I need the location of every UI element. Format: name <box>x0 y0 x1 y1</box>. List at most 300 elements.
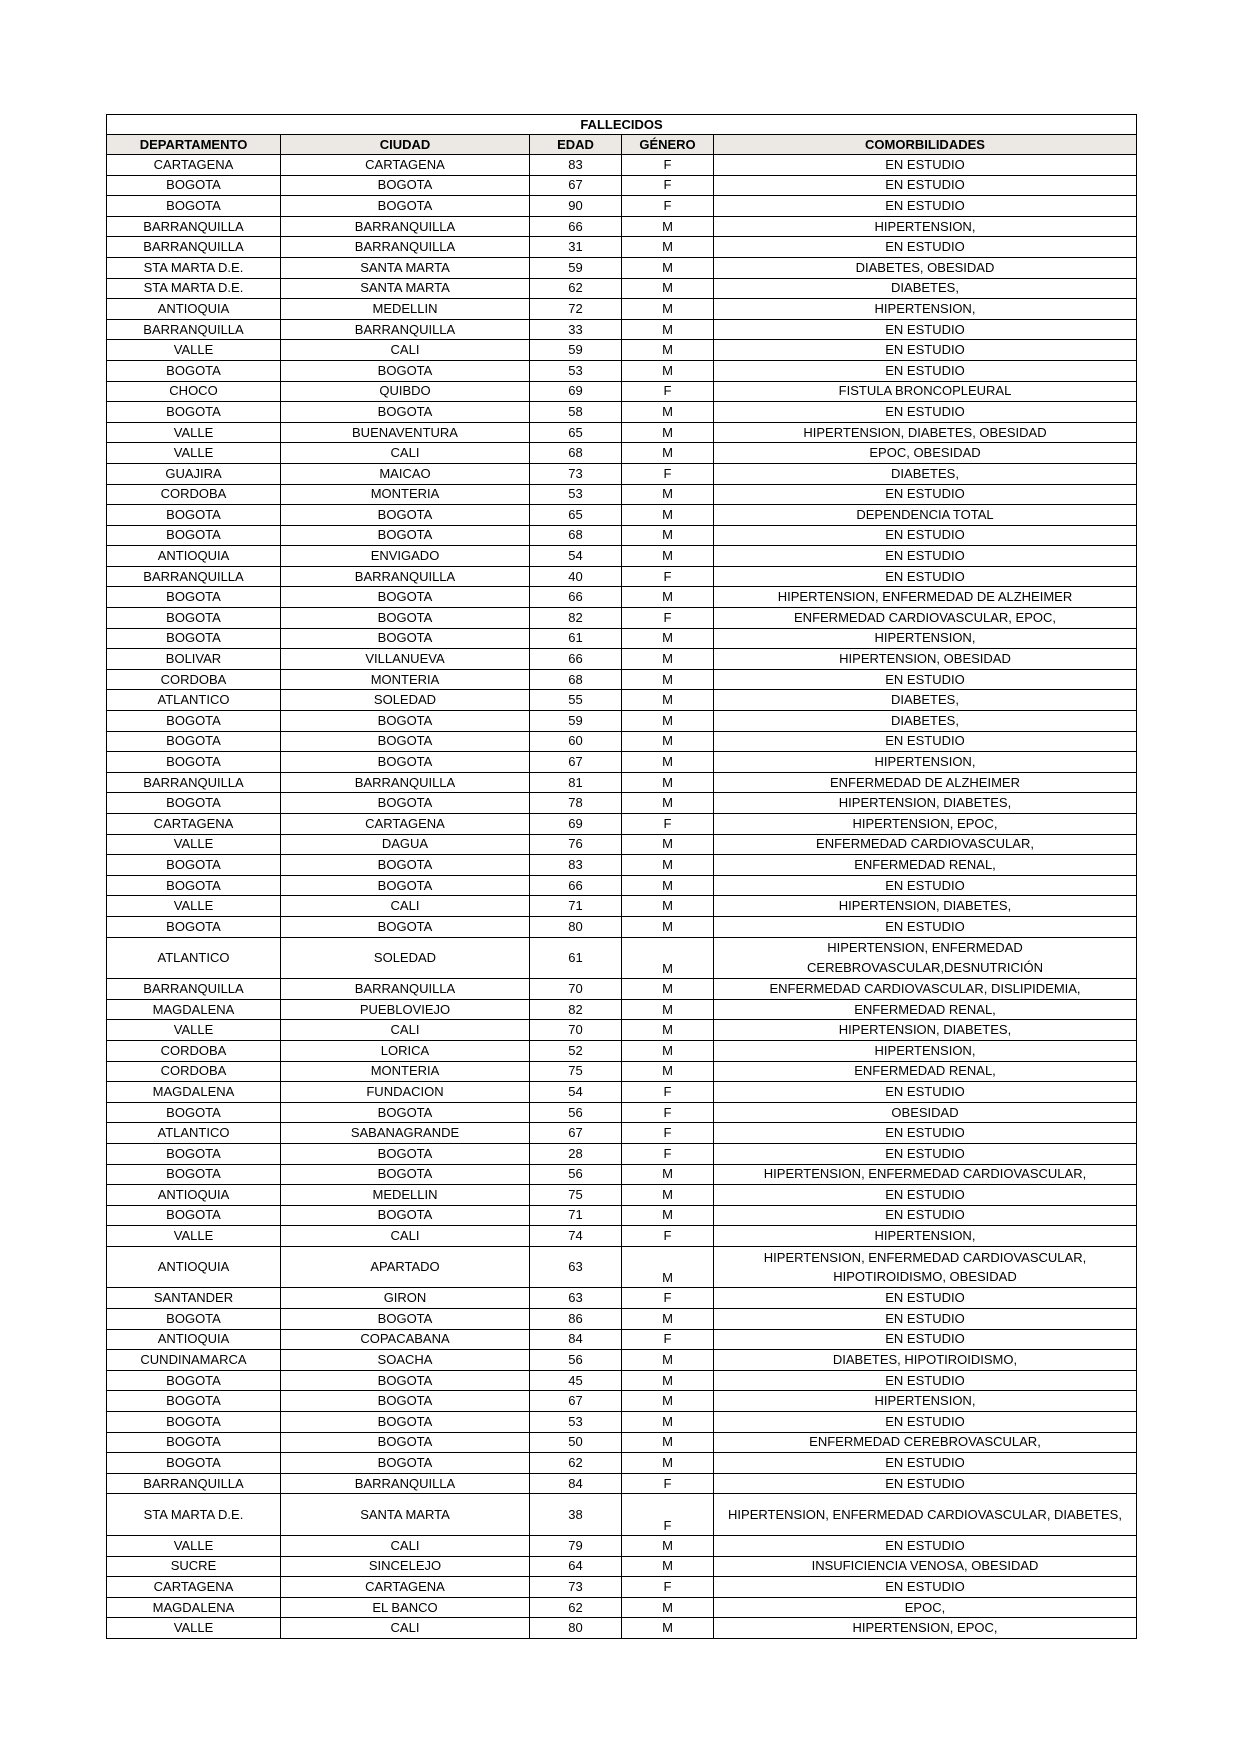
cell-comorbilidades: HIPERTENSION, DIABETES, <box>714 793 1137 814</box>
cell-edad: 28 <box>530 1143 622 1164</box>
cell-departamento: VALLE <box>107 1020 281 1041</box>
cell-departamento: ANTIOQUIA <box>107 299 281 320</box>
cell-comorbilidades: DEPENDENCIA TOTAL <box>714 505 1137 526</box>
column-header-departamento: DEPARTAMENTO <box>107 135 281 155</box>
cell-comorbilidades: EN ESTUDIO <box>714 1473 1137 1494</box>
cell-ciudad: BOGOTA <box>281 916 530 937</box>
cell-ciudad: COPACABANA <box>281 1329 530 1350</box>
cell-comorbilidades: EN ESTUDIO <box>714 319 1137 340</box>
cell-comorbilidades: HIPERTENSION, DIABETES, <box>714 896 1137 917</box>
cell-departamento: CORDOBA <box>107 484 281 505</box>
cell-comorbilidades: EN ESTUDIO <box>714 175 1137 196</box>
cell-departamento: BOGOTA <box>107 1164 281 1185</box>
cell-comorbilidades: HIPERTENSION, OBESIDAD <box>714 649 1137 670</box>
cell-departamento: VALLE <box>107 340 281 361</box>
cell-comorbilidades: ENFERMEDAD RENAL, <box>714 1061 1137 1082</box>
cell-edad: 66 <box>530 216 622 237</box>
cell-edad: 55 <box>530 690 622 711</box>
cell-comorbilidades: HIPERTENSION, DIABETES, <box>714 1020 1137 1041</box>
cell-genero: F <box>622 1329 714 1350</box>
cell-departamento: BOGOTA <box>107 608 281 629</box>
cell-comorbilidades: HIPERTENSION, EPOC, <box>714 814 1137 835</box>
cell-genero: M <box>622 752 714 773</box>
cell-departamento: VALLE <box>107 896 281 917</box>
cell-ciudad: MEDELLIN <box>281 299 530 320</box>
cell-edad: 81 <box>530 772 622 793</box>
cell-comorbilidades: EN ESTUDIO <box>714 1123 1137 1144</box>
table-row <box>107 1205 1137 1226</box>
cell-edad: 66 <box>530 587 622 608</box>
table-row <box>107 1185 1137 1206</box>
cell-genero: M <box>622 937 714 979</box>
cell-ciudad: BOGOTA <box>281 711 530 732</box>
cell-departamento: CORDOBA <box>107 1040 281 1061</box>
cell-genero: M <box>622 875 714 896</box>
cell-comorbilidades: EN ESTUDIO <box>714 1412 1137 1433</box>
cell-comorbilidades: ENFERMEDAD DE ALZHEIMER <box>714 772 1137 793</box>
table-row <box>107 216 1137 237</box>
cell-genero: M <box>622 1597 714 1618</box>
cell-edad: 59 <box>530 340 622 361</box>
cell-edad: 73 <box>530 1577 622 1598</box>
cell-genero: F <box>622 196 714 217</box>
cell-ciudad: BARRANQUILLA <box>281 319 530 340</box>
table-row <box>107 814 1137 835</box>
cell-departamento: ANTIOQUIA <box>107 1185 281 1206</box>
cell-comorbilidades: EN ESTUDIO <box>714 1143 1137 1164</box>
cell-ciudad: MEDELLIN <box>281 1185 530 1206</box>
cell-departamento: BOGOTA <box>107 1205 281 1226</box>
cell-genero: M <box>622 1185 714 1206</box>
cell-ciudad: BOGOTA <box>281 1102 530 1123</box>
cell-ciudad: BOGOTA <box>281 1205 530 1226</box>
cell-comorbilidades: EN ESTUDIO <box>714 155 1137 176</box>
cell-departamento: MAGDALENA <box>107 1082 281 1103</box>
table-row <box>107 1309 1137 1330</box>
cell-departamento: BARRANQUILLA <box>107 566 281 587</box>
cell-departamento: BOGOTA <box>107 402 281 423</box>
cell-comorbilidades: EN ESTUDIO <box>714 669 1137 690</box>
cell-departamento: ATLANTICO <box>107 690 281 711</box>
cell-edad: 75 <box>530 1061 622 1082</box>
cell-ciudad: BOGOTA <box>281 628 530 649</box>
cell-ciudad: QUIBDO <box>281 381 530 402</box>
cell-genero: M <box>622 1412 714 1433</box>
cell-edad: 76 <box>530 834 622 855</box>
cell-comorbilidades: HIPERTENSION, ENFERMEDAD CEREBROVASCULAR,DESNUTRICIÓN <box>714 937 1137 979</box>
cell-edad: 67 <box>530 175 622 196</box>
cell-edad: 63 <box>530 1288 622 1309</box>
cell-departamento: BARRANQUILLA <box>107 772 281 793</box>
cell-edad: 79 <box>530 1536 622 1557</box>
cell-ciudad: BOGOTA <box>281 402 530 423</box>
cell-edad: 58 <box>530 402 622 423</box>
cell-comorbilidades: HIPERTENSION, ENFERMEDAD CARDIOVASCULAR, HIPOTIROIDISMO, OBESIDAD <box>714 1246 1137 1288</box>
cell-comorbilidades: INSUFICIENCIA VENOSA, OBESIDAD <box>714 1556 1137 1577</box>
cell-edad: 75 <box>530 1185 622 1206</box>
table-row <box>107 402 1137 423</box>
table-row <box>107 525 1137 546</box>
cell-edad: 65 <box>530 505 622 526</box>
cell-departamento: VALLE <box>107 443 281 464</box>
cell-ciudad: BARRANQUILLA <box>281 1473 530 1494</box>
cell-edad: 66 <box>530 875 622 896</box>
cell-departamento: ANTIOQUIA <box>107 1246 281 1288</box>
cell-comorbilidades: EN ESTUDIO <box>714 875 1137 896</box>
cell-departamento: BOGOTA <box>107 855 281 876</box>
cell-edad: 84 <box>530 1329 622 1350</box>
cell-comorbilidades: ENFERMEDAD CEREBROVASCULAR, <box>714 1432 1137 1453</box>
cell-comorbilidades: HIPERTENSION, ENFERMEDAD CARDIOVASCULAR, DIABETES, <box>714 1494 1137 1536</box>
table-row <box>107 834 1137 855</box>
cell-ciudad: CALI <box>281 1020 530 1041</box>
column-header-comorbilidades: COMORBILIDADES <box>714 135 1137 155</box>
cell-ciudad: BOGOTA <box>281 1391 530 1412</box>
cell-edad: 54 <box>530 546 622 567</box>
cell-genero: F <box>622 1082 714 1103</box>
cell-comorbilidades: EN ESTUDIO <box>714 340 1137 361</box>
table-row <box>107 443 1137 464</box>
cell-comorbilidades: HIPERTENSION, <box>714 1226 1137 1247</box>
table-row <box>107 587 1137 608</box>
cell-departamento: BOGOTA <box>107 1143 281 1164</box>
cell-departamento: BOGOTA <box>107 196 281 217</box>
cell-genero: M <box>622 999 714 1020</box>
cell-genero: M <box>622 402 714 423</box>
cell-edad: 50 <box>530 1432 622 1453</box>
cell-comorbilidades: EN ESTUDIO <box>714 731 1137 752</box>
cell-ciudad: DAGUA <box>281 834 530 855</box>
cell-genero: M <box>622 979 714 1000</box>
cell-genero: F <box>622 814 714 835</box>
table-row <box>107 505 1137 526</box>
cell-departamento: CHOCO <box>107 381 281 402</box>
table-row <box>107 1453 1137 1474</box>
table-row <box>107 628 1137 649</box>
cell-comorbilidades: ENFERMEDAD CARDIOVASCULAR, DISLIPIDEMIA, <box>714 979 1137 1000</box>
cell-edad: 83 <box>530 855 622 876</box>
cell-ciudad: SOACHA <box>281 1350 530 1371</box>
cell-comorbilidades: ENFERMEDAD RENAL, <box>714 855 1137 876</box>
table-row <box>107 299 1137 320</box>
cell-departamento: BARRANQUILLA <box>107 1473 281 1494</box>
table-row <box>107 1370 1137 1391</box>
cell-departamento: BOGOTA <box>107 1102 281 1123</box>
cell-ciudad: BARRANQUILLA <box>281 772 530 793</box>
cell-ciudad: BOGOTA <box>281 731 530 752</box>
table-row <box>107 1246 1137 1288</box>
cell-comorbilidades: EN ESTUDIO <box>714 1205 1137 1226</box>
cell-ciudad: SINCELEJO <box>281 1556 530 1577</box>
cell-ciudad: FUNDACION <box>281 1082 530 1103</box>
table-row <box>107 1040 1137 1061</box>
cell-ciudad: BOGOTA <box>281 1164 530 1185</box>
cell-genero: M <box>622 1350 714 1371</box>
cell-genero: M <box>622 1370 714 1391</box>
cell-ciudad: APARTADO <box>281 1246 530 1288</box>
cell-comorbilidades: EN ESTUDIO <box>714 525 1137 546</box>
cell-comorbilidades: ENFERMEDAD RENAL, <box>714 999 1137 1020</box>
cell-ciudad: BOGOTA <box>281 175 530 196</box>
cell-edad: 40 <box>530 566 622 587</box>
cell-ciudad: BOGOTA <box>281 752 530 773</box>
table-row <box>107 896 1137 917</box>
cell-edad: 70 <box>530 1020 622 1041</box>
cell-edad: 59 <box>530 257 622 278</box>
cell-ciudad: MONTERIA <box>281 484 530 505</box>
cell-departamento: MAGDALENA <box>107 999 281 1020</box>
cell-departamento: BOGOTA <box>107 525 281 546</box>
table-row <box>107 793 1137 814</box>
fallecidos-table <box>106 114 1137 1639</box>
table-row <box>107 608 1137 629</box>
cell-departamento: BOGOTA <box>107 360 281 381</box>
cell-edad: 63 <box>530 1246 622 1288</box>
column-header-genero: GÉNERO <box>622 135 714 155</box>
cell-genero: F <box>622 608 714 629</box>
cell-ciudad: MONTERIA <box>281 669 530 690</box>
cell-genero: F <box>622 1143 714 1164</box>
cell-edad: 68 <box>530 525 622 546</box>
cell-ciudad: BOGOTA <box>281 1432 530 1453</box>
cell-comorbilidades: EN ESTUDIO <box>714 546 1137 567</box>
cell-genero: M <box>622 1618 714 1639</box>
cell-comorbilidades: FISTULA BRONCOPLEURAL <box>714 381 1137 402</box>
cell-comorbilidades: EN ESTUDIO <box>714 402 1137 423</box>
cell-edad: 62 <box>530 1453 622 1474</box>
cell-edad: 74 <box>530 1226 622 1247</box>
cell-departamento: SUCRE <box>107 1556 281 1577</box>
cell-comorbilidades: DIABETES, OBESIDAD <box>714 257 1137 278</box>
cell-ciudad: CALI <box>281 443 530 464</box>
cell-ciudad: SANTA MARTA <box>281 278 530 299</box>
cell-comorbilidades: EN ESTUDIO <box>714 1288 1137 1309</box>
cell-ciudad: CALI <box>281 896 530 917</box>
cell-edad: 31 <box>530 237 622 258</box>
cell-departamento: BARRANQUILLA <box>107 216 281 237</box>
cell-departamento: STA MARTA D.E. <box>107 278 281 299</box>
table-row <box>107 979 1137 1000</box>
cell-genero: M <box>622 484 714 505</box>
cell-comorbilidades: EN ESTUDIO <box>714 1453 1137 1474</box>
cell-departamento: CUNDINAMARCA <box>107 1350 281 1371</box>
cell-departamento: BOGOTA <box>107 1309 281 1330</box>
cell-genero: M <box>622 422 714 443</box>
cell-comorbilidades: EPOC, OBESIDAD <box>714 443 1137 464</box>
cell-genero: M <box>622 1040 714 1061</box>
cell-comorbilidades: EN ESTUDIO <box>714 566 1137 587</box>
table-row <box>107 155 1137 176</box>
table-row <box>107 1329 1137 1350</box>
table-row <box>107 1143 1137 1164</box>
cell-genero: M <box>622 278 714 299</box>
table-row <box>107 916 1137 937</box>
cell-edad: 90 <box>530 196 622 217</box>
cell-genero: M <box>622 360 714 381</box>
cell-genero: F <box>622 1102 714 1123</box>
cell-ciudad: PUEBLOVIEJO <box>281 999 530 1020</box>
table-row <box>107 257 1137 278</box>
table-row <box>107 360 1137 381</box>
table-body <box>107 155 1137 1639</box>
cell-ciudad: BOGOTA <box>281 608 530 629</box>
cell-departamento: BARRANQUILLA <box>107 237 281 258</box>
cell-comorbilidades: HIPERTENSION, <box>714 1391 1137 1412</box>
cell-genero: F <box>622 175 714 196</box>
cell-comorbilidades: OBESIDAD <box>714 1102 1137 1123</box>
cell-edad: 71 <box>530 1205 622 1226</box>
cell-edad: 61 <box>530 937 622 979</box>
cell-genero: M <box>622 1432 714 1453</box>
cell-departamento: BOGOTA <box>107 175 281 196</box>
cell-comorbilidades: DIABETES, <box>714 463 1137 484</box>
cell-ciudad: SANTA MARTA <box>281 257 530 278</box>
table-row <box>107 1288 1137 1309</box>
cell-genero: M <box>622 690 714 711</box>
table-row <box>107 422 1137 443</box>
cell-departamento: STA MARTA D.E. <box>107 1494 281 1536</box>
table-row <box>107 1391 1137 1412</box>
cell-genero: M <box>622 628 714 649</box>
cell-departamento: BARRANQUILLA <box>107 319 281 340</box>
cell-genero: M <box>622 1309 714 1330</box>
cell-edad: 38 <box>530 1494 622 1536</box>
table-row <box>107 237 1137 258</box>
cell-ciudad: ENVIGADO <box>281 546 530 567</box>
cell-departamento: BOGOTA <box>107 1391 281 1412</box>
cell-comorbilidades: HIPERTENSION, <box>714 299 1137 320</box>
cell-edad: 52 <box>530 1040 622 1061</box>
table-row <box>107 752 1137 773</box>
cell-ciudad: CARTAGENA <box>281 155 530 176</box>
cell-ciudad: CARTAGENA <box>281 1577 530 1598</box>
cell-departamento: BOGOTA <box>107 711 281 732</box>
cell-genero: F <box>622 1473 714 1494</box>
cell-ciudad: EL BANCO <box>281 1597 530 1618</box>
table-row <box>107 546 1137 567</box>
cell-departamento: ANTIOQUIA <box>107 1329 281 1350</box>
cell-comorbilidades: ENFERMEDAD CARDIOVASCULAR, EPOC, <box>714 608 1137 629</box>
column-header-edad: EDAD <box>530 135 622 155</box>
cell-edad: 61 <box>530 628 622 649</box>
cell-edad: 84 <box>530 1473 622 1494</box>
cell-edad: 53 <box>530 360 622 381</box>
cell-ciudad: VILLANUEVA <box>281 649 530 670</box>
cell-comorbilidades: EN ESTUDIO <box>714 1082 1137 1103</box>
cell-comorbilidades: EN ESTUDIO <box>714 360 1137 381</box>
cell-edad: 33 <box>530 319 622 340</box>
cell-comorbilidades: HIPERTENSION, ENFERMEDAD DE ALZHEIMER <box>714 587 1137 608</box>
cell-ciudad: BARRANQUILLA <box>281 237 530 258</box>
cell-edad: 45 <box>530 1370 622 1391</box>
table-row <box>107 463 1137 484</box>
cell-genero: M <box>622 525 714 546</box>
cell-departamento: GUAJIRA <box>107 463 281 484</box>
cell-ciudad: BARRANQUILLA <box>281 216 530 237</box>
table-row <box>107 731 1137 752</box>
table-row <box>107 566 1137 587</box>
cell-departamento: CARTAGENA <box>107 155 281 176</box>
cell-genero: M <box>622 505 714 526</box>
table-row <box>107 1226 1137 1247</box>
cell-genero: M <box>622 1391 714 1412</box>
cell-edad: 53 <box>530 484 622 505</box>
cell-edad: 56 <box>530 1350 622 1371</box>
cell-ciudad: BARRANQUILLA <box>281 566 530 587</box>
cell-departamento: BOGOTA <box>107 628 281 649</box>
cell-ciudad: BOGOTA <box>281 875 530 896</box>
cell-edad: 53 <box>530 1412 622 1433</box>
cell-edad: 67 <box>530 752 622 773</box>
cell-edad: 56 <box>530 1164 622 1185</box>
table-row <box>107 1556 1137 1577</box>
table-row <box>107 1102 1137 1123</box>
cell-departamento: BOGOTA <box>107 752 281 773</box>
cell-comorbilidades: EN ESTUDIO <box>714 1309 1137 1330</box>
cell-genero: F <box>622 381 714 402</box>
cell-genero: M <box>622 587 714 608</box>
cell-departamento: VALLE <box>107 834 281 855</box>
header-row <box>107 135 1137 155</box>
cell-ciudad: BOGOTA <box>281 1370 530 1391</box>
cell-genero: F <box>622 1226 714 1247</box>
cell-edad: 54 <box>530 1082 622 1103</box>
cell-ciudad: BOGOTA <box>281 1309 530 1330</box>
table-row <box>107 381 1137 402</box>
table-row <box>107 669 1137 690</box>
cell-edad: 68 <box>530 443 622 464</box>
cell-edad: 73 <box>530 463 622 484</box>
cell-comorbilidades: EPOC, <box>714 1597 1137 1618</box>
cell-edad: 60 <box>530 731 622 752</box>
cell-genero: M <box>622 834 714 855</box>
cell-departamento: ATLANTICO <box>107 1123 281 1144</box>
cell-genero: M <box>622 1536 714 1557</box>
cell-edad: 68 <box>530 669 622 690</box>
cell-comorbilidades: EN ESTUDIO <box>714 1536 1137 1557</box>
cell-edad: 86 <box>530 1309 622 1330</box>
cell-departamento: VALLE <box>107 1536 281 1557</box>
cell-comorbilidades: HIPERTENSION, <box>714 1040 1137 1061</box>
table-row <box>107 340 1137 361</box>
cell-ciudad: BOGOTA <box>281 360 530 381</box>
cell-departamento: BOGOTA <box>107 505 281 526</box>
cell-genero: M <box>622 772 714 793</box>
table-row <box>107 1082 1137 1103</box>
table-row <box>107 1577 1137 1598</box>
table-row <box>107 1494 1137 1536</box>
cell-departamento: BOGOTA <box>107 875 281 896</box>
cell-edad: 67 <box>530 1391 622 1412</box>
cell-genero: M <box>622 299 714 320</box>
cell-comorbilidades: HIPERTENSION, DIABETES, OBESIDAD <box>714 422 1137 443</box>
cell-ciudad: BOGOTA <box>281 587 530 608</box>
cell-departamento: BOGOTA <box>107 1432 281 1453</box>
cell-genero: M <box>622 896 714 917</box>
table-row <box>107 711 1137 732</box>
cell-comorbilidades: HIPERTENSION, EPOC, <box>714 1618 1137 1639</box>
cell-departamento: BOGOTA <box>107 587 281 608</box>
table-row <box>107 1432 1137 1453</box>
cell-ciudad: BOGOTA <box>281 1453 530 1474</box>
table-row <box>107 772 1137 793</box>
cell-genero: M <box>622 649 714 670</box>
cell-comorbilidades: DIABETES, <box>714 278 1137 299</box>
cell-comorbilidades: EN ESTUDIO <box>714 484 1137 505</box>
cell-departamento: BOGOTA <box>107 1370 281 1391</box>
cell-ciudad: SOLEDAD <box>281 937 530 979</box>
cell-genero: F <box>622 155 714 176</box>
